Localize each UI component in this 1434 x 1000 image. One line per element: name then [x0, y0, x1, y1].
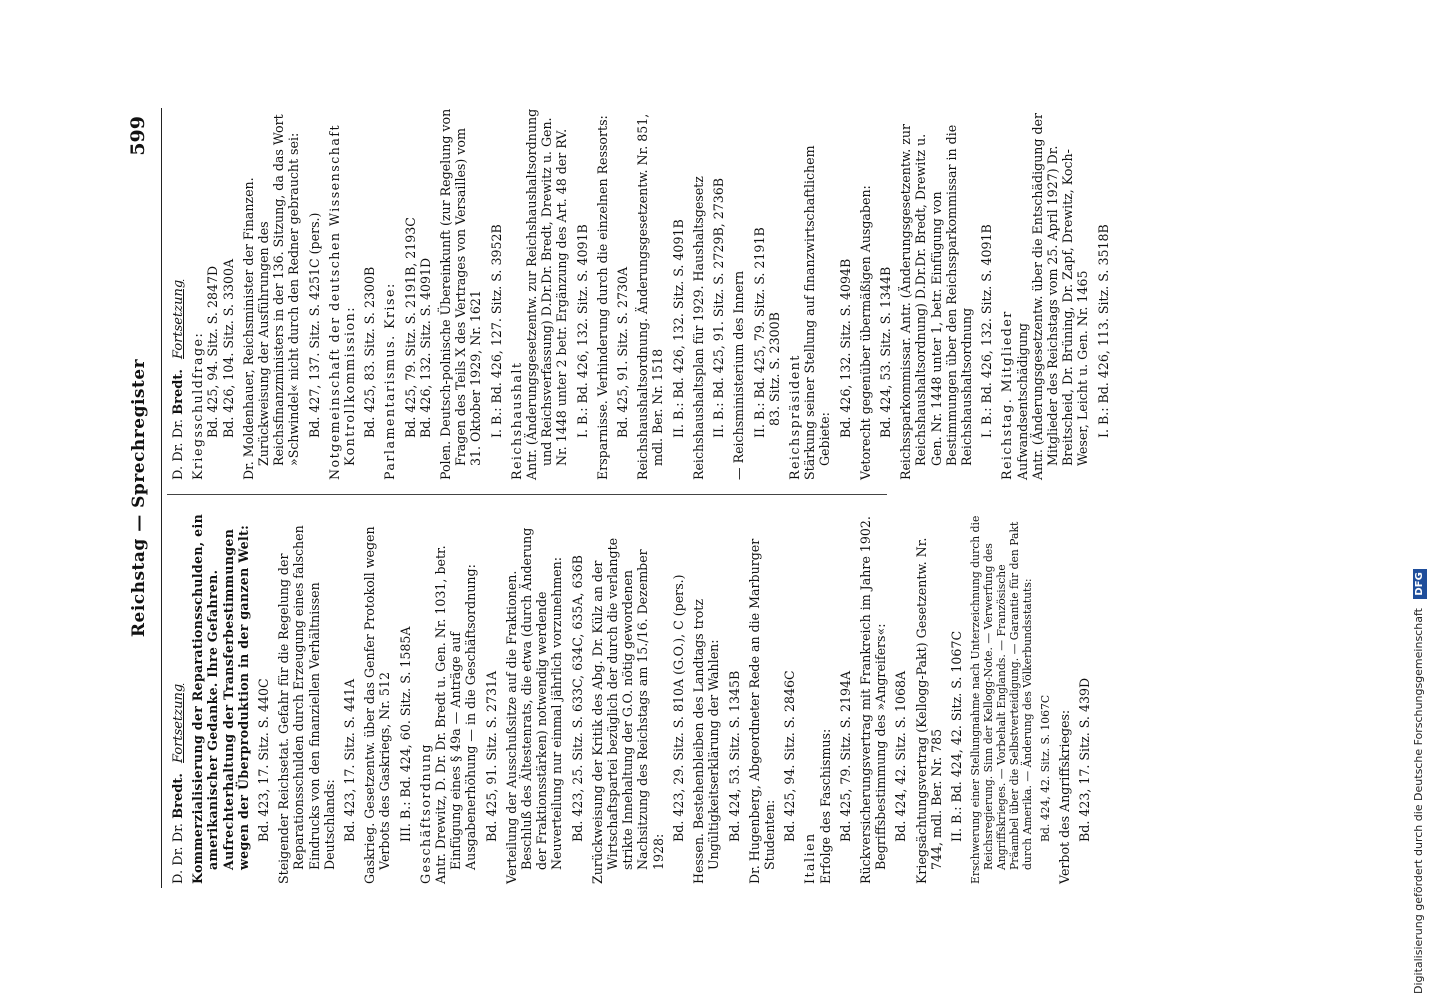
register-line: Bd. 427, 137. Sitz. S. 4251C (pers.)	[306, 212, 322, 438]
register-line: Reichshaushaltsordnung. Änderungsgesetzentw. Nr. 851, mdl. Ber. Nr. 1518	[635, 113, 666, 480]
register-line: Bd. 426, 132. Sitz. S. 4091D	[417, 257, 433, 438]
speaker-prefix: D. Dr. Dr.	[171, 822, 186, 884]
register-line: Reichshaushaltsplan für 1929. Haushaltsgesetz	[690, 176, 706, 480]
register-line: Reichshaushalt	[508, 361, 524, 480]
register-line: Italien	[802, 832, 818, 884]
register-line: II. B.: Bd. 425, 91. Sitz. S. 2729B, 2736B	[711, 177, 727, 438]
right-column-heading	[171, 108, 186, 480]
register-line: Erschwerung einer Stellungnahme nach Unterzeichnung durch die Reichsregierung. Sinn der Kellogg-Note. — Verwerfung des Angriffskrieges. — Vorbehalt Englands. — Französische Präambel über die Selbstverteidigung. — Garantie für den Pakt durch Amerika. — Änderung des Völkerbundsstatuts:	[969, 515, 1035, 884]
right-entries	[190, 108, 1111, 480]
register-line: Kommerzialisierung der Reparationsschulden, ein amerikanischer Gedanke. Ihre Gefahren. Aufrechterhaltung der Transferbestimmungen wegen der Überproduktion in der ganzen Welt:	[190, 513, 251, 884]
register-line: Kriegsschuldfrage:	[190, 331, 206, 480]
register-line: I. B.: Bd. 426, 113. Sitz. S. 3518B	[1095, 224, 1111, 438]
credit-text: Digitalisierung gefördert durch die Deutsche Forschungsgemeinschaft	[1412, 608, 1425, 994]
register-line: Bd. 423, 17. Sitz. S. 440C	[256, 678, 272, 842]
register-page	[127, 108, 1307, 888]
register-line: Gaskrieg. Gesetzentw. über das Genfer Protokoll wegen Verbots des Gaskriegs, Nr. 512	[362, 526, 393, 884]
register-line: Bd. 424, 42. Sitz. S. 1068A	[893, 670, 909, 842]
page-header	[127, 108, 162, 888]
register-line: Hessen. Bestehenbleiben des Landtags trotz Ungültigkeitserklärung der Wahlen:	[691, 599, 722, 884]
register-line: Antr. Drewitz, D. Dr. Dr. Bredt u. Gen. Nr. 1031, betr. Einfügung eines § 49a — Anträge auf Ausgabenerhöhung — in die Geschäftsordnung:	[433, 545, 479, 884]
left-column	[171, 512, 1098, 884]
register-line: Bd. 424, 42. Sitz. S. 1067C	[1039, 694, 1053, 842]
register-line: Bd. 424, 53. Sitz. S. 1345B	[726, 670, 742, 842]
register-line: I. B.: Bd. 426, 132. Sitz. S. 4091B	[979, 224, 995, 438]
register-line: Bd. 423, 29. Sitz. S. 810A (G.O.), C (pers.)	[670, 574, 686, 842]
register-line: Bd. 425, 91. Sitz. S. 2730A	[615, 266, 631, 438]
register-line: I. B.: Bd. 426, 127. Sitz. S. 3952B	[488, 224, 504, 438]
register-line: Bd. 423, 17. Sitz. S. 439D	[1077, 677, 1093, 842]
register-line: Aufwandsentschädigung	[1014, 323, 1030, 480]
register-line: Steigender Reichsetat. Gefahr für die Regelung der Reparationsschulden durch Erzeugung eines falschen Eindrucks von den finanziellen Verhältnissen Deutschlands:	[276, 525, 337, 884]
register-line: Zurückweisung der Kritik des Abg. Dr. Külz an der Wirtschaftspartei bezüglich der durch die verlangte strikte Innehaltung der G.O. nötig gewordenen Nachsitzung des Reichstags am 15./16. Dezember 1928:	[589, 537, 666, 884]
register-line: Bd. 425, 94. Sitz. S. 2846C	[782, 670, 798, 842]
dfg-logo: DFG	[1413, 569, 1427, 598]
register-line: Rückversicherungsvertrag mit Frankreich im Jahre 1902. Begriffsbestimmung des »Angreifers«:	[857, 516, 889, 884]
register-line: I. B.: Bd. 426, 132. Sitz. S. 4091B	[574, 224, 590, 438]
register-line: Bd. 426, 132. Sitz. S. 4094B	[837, 258, 853, 438]
register-line: Reichssparkommissar. Antr. (Änderungsgesetzentw. zur Reichshaushaltsordnung) D.Dr.Dr. Bredt, Drewitz u. Gen. Nr. 1448 unter 1, betr. Einfügung von Bestimmungen über den Reichssparkommissar in die Reichshaushaltsordnung	[898, 124, 974, 480]
speaker-name: Bredt.	[171, 773, 186, 819]
register-line: Dr. Hugenberg, Abgeordneter Rede an die Marburger Studenten:	[746, 538, 777, 884]
register-line: II. B.: Bd. 425, 79. Sitz. S. 2191B	[751, 227, 767, 438]
speaker-prefix: D. Dr. Dr.	[171, 418, 186, 480]
register-line: II. B.: Bd. 426, 132. Sitz. S. 4091B	[670, 219, 686, 438]
register-line: Bd. 425, 94. Sitz. S. 2847D	[205, 265, 221, 438]
register-line: Ersparnisse. Verhinderung durch die einzelnen Ressorts:	[594, 115, 610, 480]
register-line: Bd. 423, 25. Sitz. S. 633C, 634C, 635A, 636B	[569, 555, 585, 842]
left-entries	[190, 512, 1092, 884]
right-column	[171, 108, 1116, 480]
register-line: — Reichsministerium des Innern	[731, 270, 747, 480]
register-line: Reichspräsident	[786, 354, 802, 480]
register-line: Kriegsächtungsvertrag (Kellogg-Pakt) Gesetzentw. Nr. 744, mdl. Ber. Nr. 785	[913, 537, 944, 884]
register-line: Geschäftsordnung	[417, 743, 433, 884]
continuation-label: Fortsetzung	[171, 683, 186, 763]
register-line: 83. Sitz. S. 2300B	[766, 312, 782, 426]
register-line: Erfolge des Faschismus:	[817, 728, 833, 884]
register-line: Bd. 425, 91. Sitz. S. 2731A	[483, 670, 499, 842]
page-title: Reichstag — Sprechregister	[129, 358, 149, 638]
register-line: Polen. Deutsch-polnische Übereinkunft (zur Regelung von Fragen des Teils X des Vertrages von Versailles) vom 31. Oktober 1929, Nr. 1621	[438, 108, 484, 480]
register-line: Bd. 426, 104. Sitz. S. 3300A	[220, 258, 236, 438]
register-line: Stärkung seiner Stellung auf finanzwirtschaftlichem Gebiete:	[802, 145, 833, 480]
register-line: Bd. 425, 79. Sitz. S. 2194A	[837, 670, 853, 842]
register-line: Bd. 425, 83. Sitz. S. 2300B	[362, 266, 378, 438]
digitization-credit	[1408, 6, 1430, 994]
register-line: Dr. Moldenhauer, Reichsminister der Finanzen. Zurückweisung der Ausführungen des Reichsfinanzministers in der 136. Sitzung, da das Wort »Schwindel« nicht durch den Redner gebraucht sei:	[240, 114, 302, 480]
register-line: Antr. (Änderungsgesetzentw. zur Reichshaushaltsordnung und Reichsverfassung) D.Dr.Dr. Bredt, Drewitz u. Gen. Nr. 1448 unter 2 betr. Ergänzung des Art. 48 der RV.	[524, 108, 570, 480]
speaker-name: Bredt.	[171, 369, 186, 415]
register-line: Notgemeinschaft der deutschen Wissenschaft Kontrollkommission:	[326, 123, 358, 480]
register-line: Antr. (Änderungsgesetzentw. über die Entschädigung der Mitglieder des Reichstags vom 25. April 1927) Dr. Breitscheid, Dr. Brüning, Dr. Zapf, Drewitz, Koch-Weser, Leicht u. Gen. Nr. 1465	[1029, 112, 1091, 480]
continuation-label: Fortsetzung	[171, 279, 186, 359]
register-line: II. B.: Bd. 424, 42. Sitz. S. 1067C	[948, 630, 964, 842]
register-line: Verbot des Angriffskrieges:	[1057, 709, 1073, 884]
left-column-heading	[171, 512, 186, 884]
register-line: III. B.: Bd. 424, 60. Sitz. S. 1585A	[397, 626, 413, 842]
column-divider	[167, 494, 887, 495]
page-number: 599	[127, 116, 149, 156]
register-line: Bd. 424, 53. Sitz. S. 1344B	[877, 266, 893, 438]
register-line: Bd. 423, 17. Sitz. S. 441A	[342, 678, 358, 842]
register-line: Bd. 425, 79. Sitz. S. 2191B, 2193C	[402, 217, 418, 438]
register-line: Verteilung der Ausschußsitze auf die Fraktionen. Beschluß des Ältestenrats, die etwa (durch Änderung der Fraktionsstärken) notwendig werdende Neuverteilung nur einmal jährlich vorzunehmen:	[503, 527, 565, 884]
register-line: Vetorecht gegenüber übermäßigen Ausgaben:	[857, 185, 873, 480]
register-line: Parlamentarismus. Krise:	[382, 282, 398, 480]
register-line: Reichstag. Mitglieder	[999, 310, 1015, 480]
